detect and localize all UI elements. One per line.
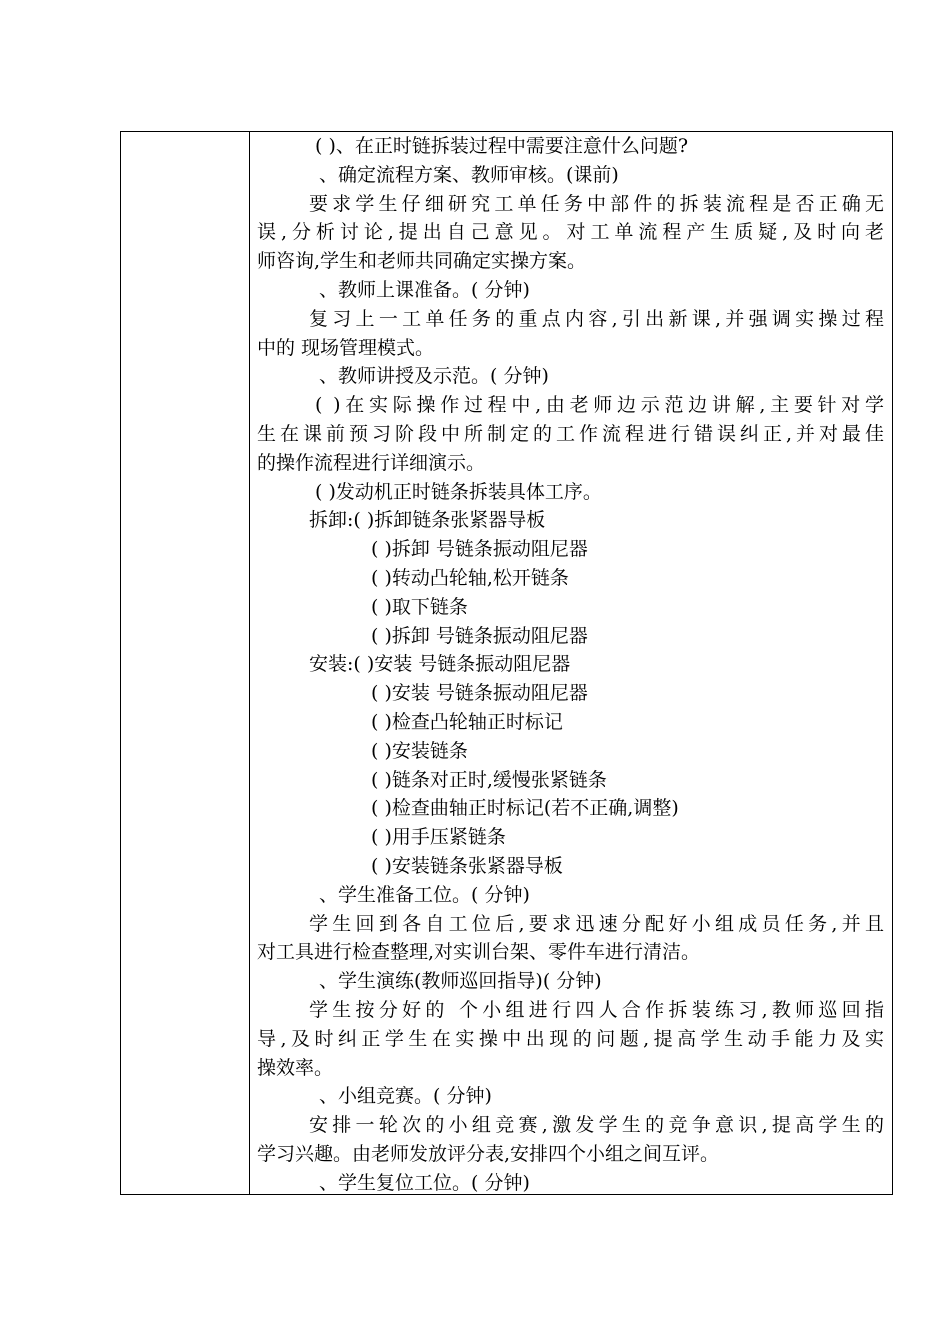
text-line: 复习上一工单任务的重点内容,引出新课,并强调实操过程: [309, 307, 884, 330]
text-line: 、小组竞赛。( 分钟): [319, 1085, 492, 1108]
text-line: 要求学生仔细研究工单任务中部件的拆装流程是否正确无: [309, 192, 884, 215]
text-line: 中的 现场管理模式。: [257, 336, 435, 359]
text-line: 学生按分好的 个小组进行四人合作拆装练习,教师巡回指: [309, 999, 884, 1021]
text-line: 导,及时纠正学生在实操中出现的问题,提高学生动手能力及实: [257, 1027, 884, 1050]
text-line: ( )检查曲轴正时标记(若不正确,调整): [371, 797, 679, 820]
text-line: ( )发动机正时链条拆装具体工序。: [315, 480, 602, 503]
text-line: ( )用手压紧链条: [371, 826, 506, 849]
text-line: 对工具进行检查整理,对实训台架、零件车进行清洁。: [257, 941, 701, 964]
table-left-cell: [121, 132, 250, 1194]
text-line: 、学生演练(教师巡回指导)( 分钟): [319, 970, 602, 993]
text-line: ( )在实际操作过程中,由老师边示范边讲解,主要针对学: [315, 394, 884, 417]
text-line: ( )安装链条张紧器导板: [371, 855, 563, 877]
table-content-cell: [252, 132, 892, 1194]
text-line: ( )拆卸 号链条振动阻尼器: [371, 624, 588, 647]
text-line: ( )链条对正时,缓慢张紧链条: [371, 768, 607, 791]
text-line: 安装:( )安装 号链条振动阻尼器: [309, 653, 571, 676]
text-line: 、学生准备工位。( 分钟): [319, 883, 530, 906]
text-line: ( )取下链条: [371, 595, 468, 618]
text-line: 、教师上课准备。( 分钟): [319, 279, 530, 301]
text-line: 学生回到各自工位后,要求迅速分配好小组成员任务,并且: [309, 912, 884, 935]
text-line: ( )转动凸轮轴,松开链条: [371, 567, 569, 589]
text-line: 、教师讲授及示范。( 分钟): [319, 365, 549, 388]
text-line: ( )拆卸 号链条振动阻尼器: [371, 538, 588, 561]
text-line: ( )安装链条: [371, 739, 468, 762]
text-line: ( )检查凸轮轴正时标记: [371, 711, 563, 733]
text-line: 的操作流程进行详细演示。: [257, 451, 486, 474]
text-line: 生在课前预习阶段中所制定的工作流程进行错误纠正,并对最佳: [257, 423, 884, 445]
text-line: ( )安装 号链条振动阻尼器: [371, 682, 588, 705]
text-line: 学习兴趣。由老师发放评分表,安排四个小组之间互评。: [257, 1143, 720, 1165]
text-line: 操效率。: [257, 1056, 334, 1079]
text-line: 误,分析讨论,提出自己意见。对工单流程产生质疑,及时向老: [257, 221, 884, 244]
text-line: 师咨询,学生和老师共同确定实操方案。: [257, 250, 587, 273]
text-line: 、确定流程方案、教师审核。(课前): [319, 163, 619, 186]
text-line: 、学生复位工位。( 分钟): [319, 1171, 530, 1194]
text-line: 安排一轮次的小组竞赛,激发学生的竞争意识,提高学生的: [309, 1114, 884, 1137]
document-table: [120, 131, 893, 1195]
text-line: ( )、在正时链拆装过程中需要注意什么问题?: [315, 135, 689, 157]
text-line: 拆卸:( )拆卸链条张紧器导板: [309, 509, 546, 532]
